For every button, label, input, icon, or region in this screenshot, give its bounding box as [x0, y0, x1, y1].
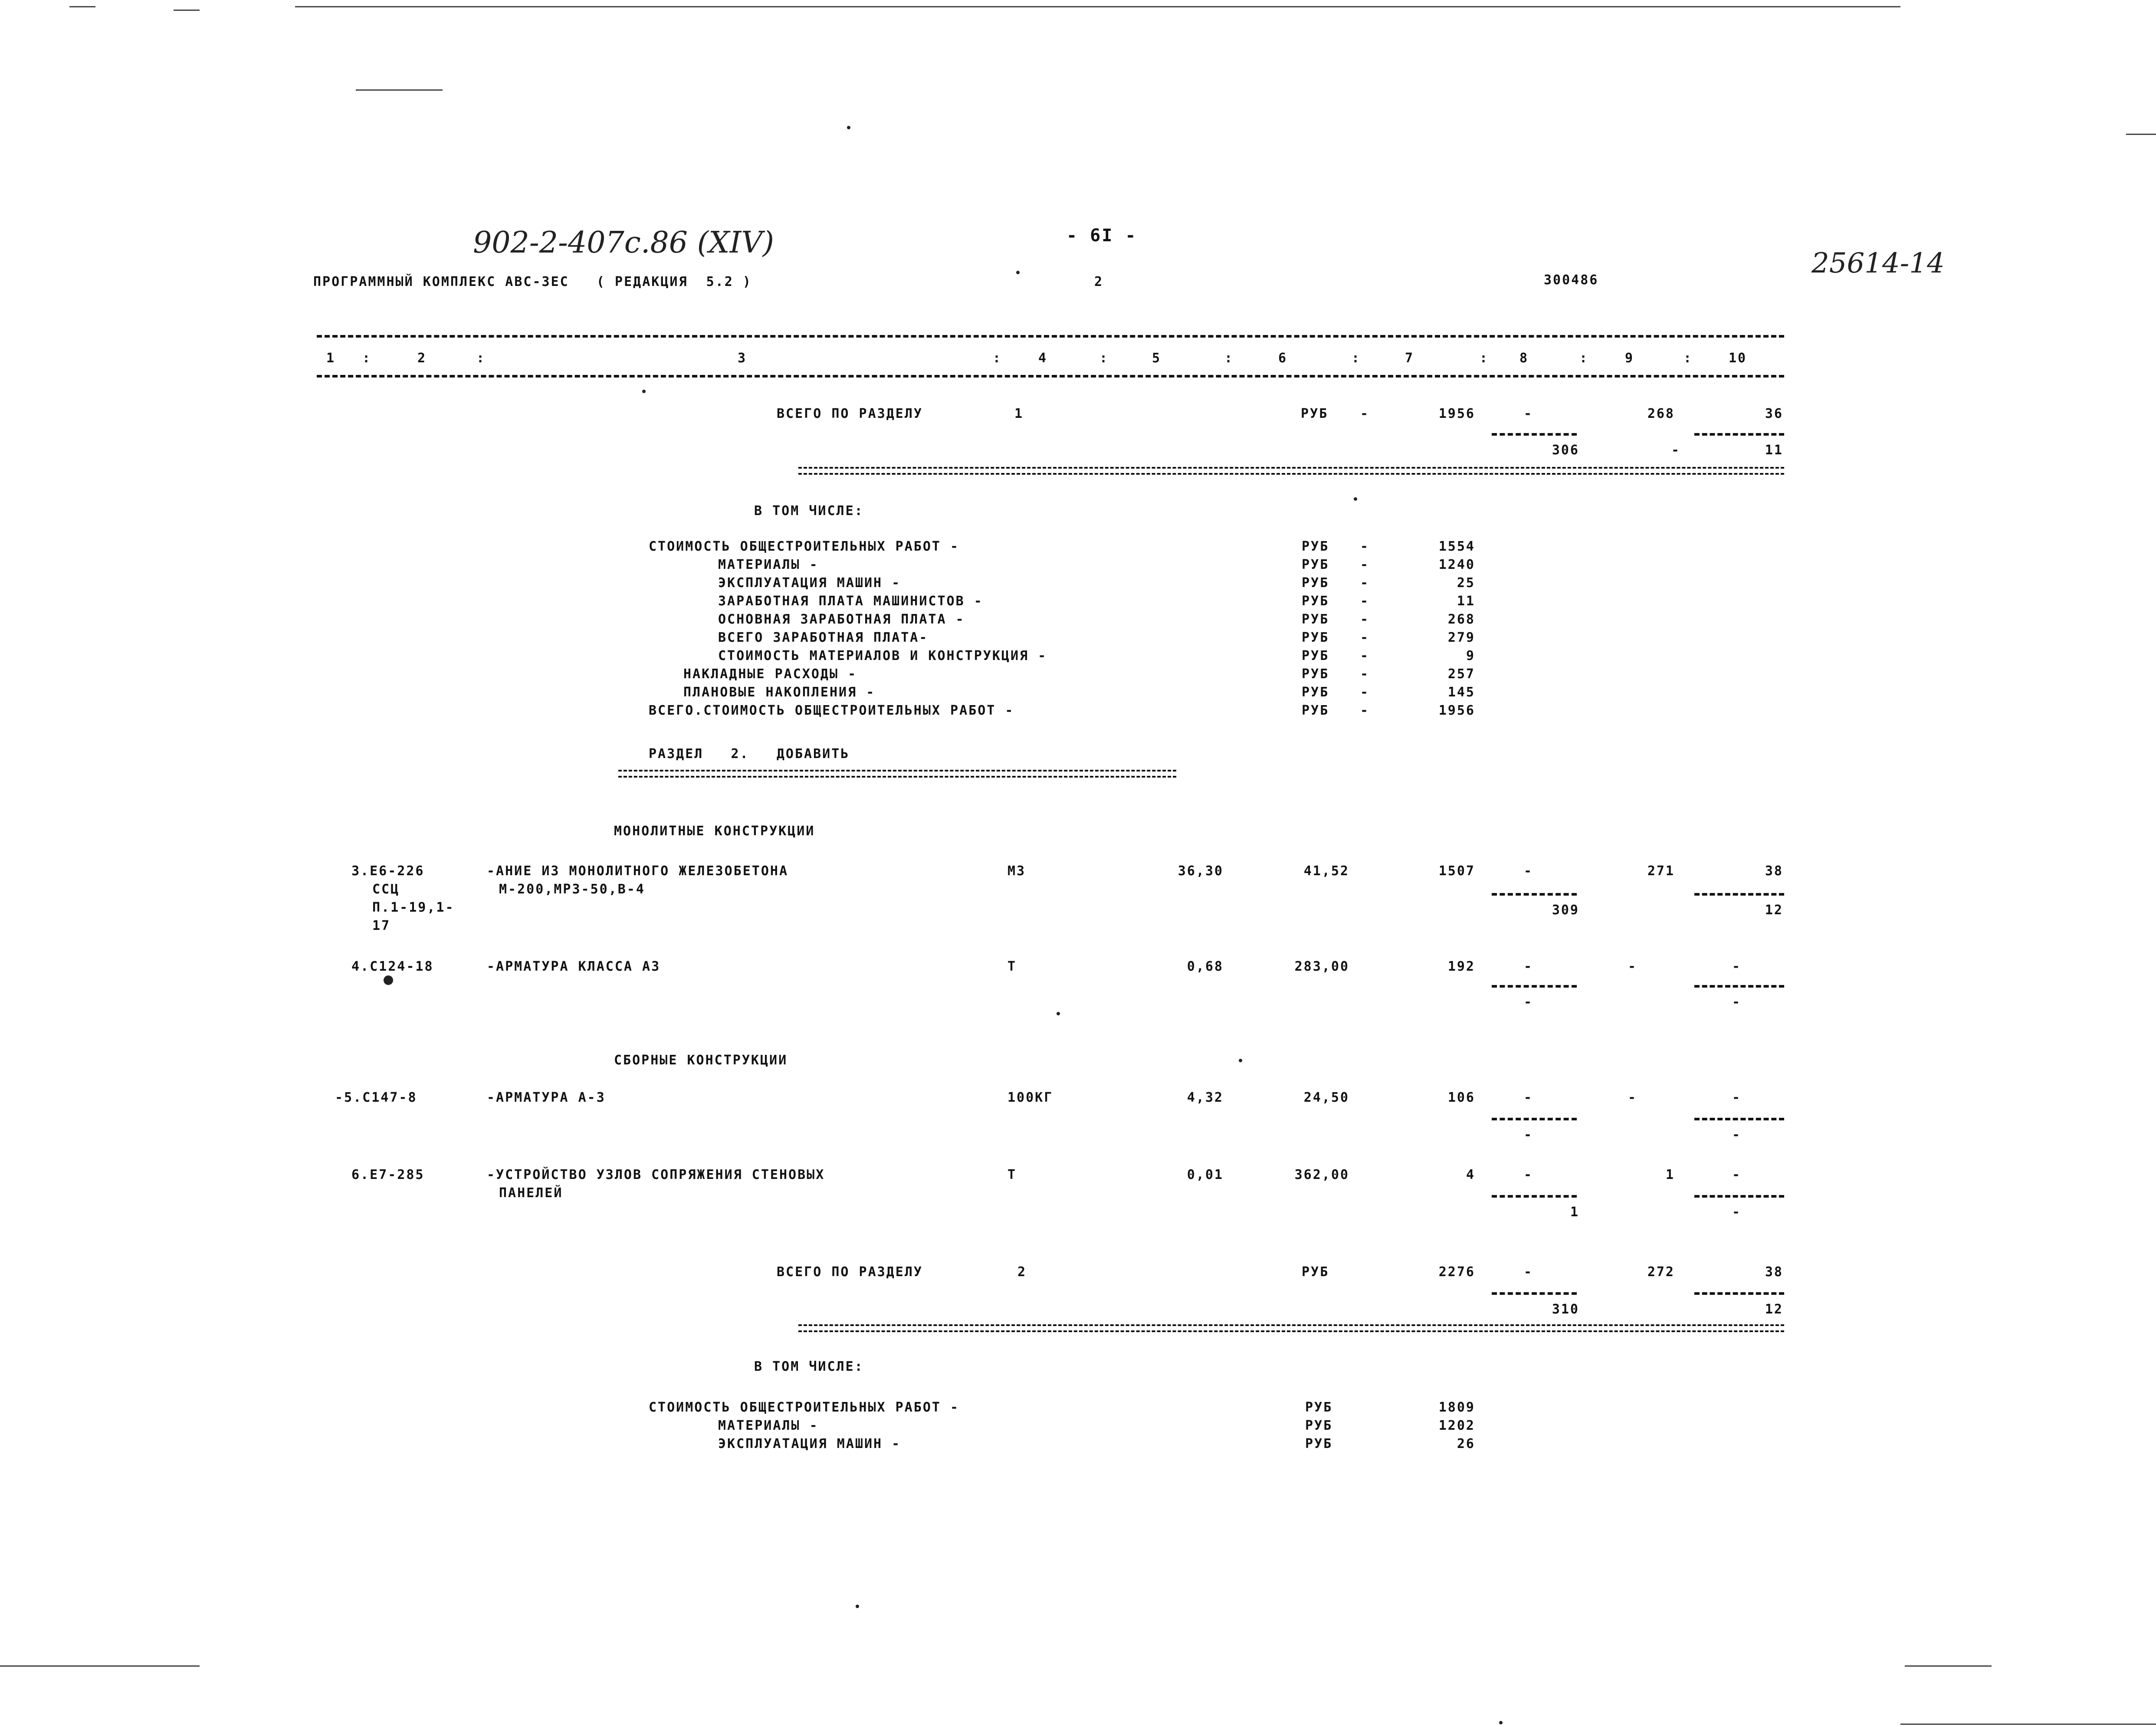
program-title: ПРОГРАММНЫЙ КОМПЛЕКС АВС-3ЕС ( РЕДАКЦИЯ 5.2 ): [313, 274, 752, 289]
column-separators: :: [1480, 351, 1489, 366]
breakdown-label: ОСНОВНАЯ ЗАРАБОТНАЯ ПЛАТА -: [718, 612, 965, 627]
column-header-9: 9: [1625, 351, 1634, 366]
section2-total-col8-bottom: 310: [1552, 1302, 1579, 1317]
row4-col8-bottom: -: [1524, 995, 1533, 1010]
document-code: 300486: [1544, 273, 1599, 288]
breakdown-label: МАТЕРИАЛЫ -: [718, 557, 819, 572]
breakdown-value: 1554: [1438, 539, 1475, 554]
row5-quantity: 4,32: [1187, 1090, 1224, 1105]
section2-col10-rule: [1694, 1292, 1784, 1295]
breakdown-value: 1202: [1438, 1418, 1475, 1433]
section2-total-col10-bottom: 12: [1765, 1302, 1783, 1317]
scan-speck: [1354, 497, 1357, 501]
section1-total-col10-top: 36: [1765, 406, 1783, 421]
row3-code: ССЦ: [372, 882, 400, 897]
row6-col8-top: -: [1524, 1167, 1533, 1182]
row5-description: -АРМАТУРА А-3: [487, 1090, 606, 1105]
breakdown-value: 11: [1457, 594, 1475, 609]
scan-edge-top: [295, 6, 1900, 7]
column-separators: :: [362, 351, 372, 366]
row3-col10-top: 38: [1765, 864, 1783, 879]
breakdown-value: 26: [1457, 1436, 1475, 1451]
row6-col10-top: -: [1732, 1167, 1742, 1182]
row5-col8-top: -: [1524, 1090, 1533, 1105]
breakdown-label: СТОИМОСТЬ ОБЩЕСТРОИТЕЛЬНЫХ РАБОТ -: [649, 539, 960, 554]
breakdown-value: 279: [1447, 630, 1475, 645]
breakdown-unit: РУБ: [1302, 667, 1329, 682]
row5-col9: -: [1628, 1090, 1638, 1105]
breakdown-value: 257: [1447, 667, 1475, 682]
section1-total-dash: -: [1360, 406, 1370, 421]
row3-col10-bottom: 12: [1765, 903, 1783, 918]
section1-col8-rule: [1492, 433, 1577, 436]
row3-price: 41,52: [1303, 864, 1349, 879]
row3-code: 17: [372, 918, 391, 933]
breakdown-unit: РУБ: [1302, 630, 1329, 645]
breakdown-unit: РУБ: [1302, 612, 1329, 627]
section1-total-col8-top: -: [1524, 406, 1533, 421]
section2-title: РАЗДЕЛ 2. ДОБАВИТЬ: [649, 746, 850, 762]
row3-code: 3.Е6-226: [351, 864, 425, 879]
breakdown-dash: -: [1360, 685, 1370, 700]
breakdown-dash: -: [1360, 703, 1370, 718]
section2-breakdown-title: В ТОМ ЧИСЛЕ:: [754, 1359, 864, 1374]
section1-total-col10-bottom: 11: [1765, 443, 1783, 458]
breakdown-unit: РУБ: [1302, 648, 1329, 663]
sheet-number: 2: [1094, 274, 1104, 289]
section2-total-col7: 2276: [1438, 1264, 1475, 1280]
breakdown-value: 268: [1447, 612, 1475, 627]
breakdown-dash: -: [1360, 612, 1370, 627]
row4-col8-rule: [1492, 985, 1577, 988]
row3-description: -АНИЕ ИЗ МОНОЛИТНОГО ЖЕЛЕЗОБЕТОНА: [487, 864, 789, 879]
section1-breakdown-title: В ТОМ ЧИСЛЕ:: [754, 503, 864, 519]
section2-total-unit: РУБ: [1302, 1264, 1329, 1280]
group-prefab: СБОРНЫЕ КОНСТРУКЦИИ: [614, 1053, 788, 1068]
breakdown-dash: -: [1360, 630, 1370, 645]
breakdown-unit: РУБ: [1302, 685, 1329, 700]
breakdown-unit: РУБ: [1305, 1400, 1333, 1415]
row4-col10-bottom: -: [1732, 995, 1742, 1010]
row3-quantity: 36,30: [1178, 864, 1224, 879]
column-header-1: 1: [326, 351, 336, 366]
row3-col10-rule: [1694, 893, 1784, 896]
breakdown-label: ВСЕГО ЗАРАБОТНАЯ ПЛАТА-: [718, 630, 929, 645]
row4-code: 4.С124-18: [351, 959, 434, 974]
row6-price: 362,00: [1294, 1167, 1349, 1182]
row6-col8-rule: [1492, 1195, 1577, 1198]
column-header-6: 6: [1278, 351, 1288, 366]
row3-cost: 1507: [1438, 864, 1475, 879]
row3-code: П.1-19,1-: [372, 900, 455, 915]
section2-total-col9: 272: [1647, 1264, 1675, 1280]
row3-unit: М3: [1007, 864, 1026, 879]
row6-cost: 4: [1466, 1167, 1475, 1182]
section1-total-number: 1: [1014, 406, 1024, 421]
breakdown-value: 1809: [1438, 1400, 1475, 1415]
column-header-2: 2: [417, 351, 427, 366]
group-monolithic: МОНОЛИТНЫЕ КОНСТРУКЦИИ: [614, 824, 815, 839]
section2-total-rule: [798, 1324, 1784, 1332]
section1-total-unit: РУБ: [1301, 406, 1329, 421]
row5-cost: 106: [1447, 1090, 1475, 1105]
column-header-8: 8: [1519, 351, 1529, 366]
scan-speck: [1057, 1012, 1060, 1015]
page-number: - 6I -: [1067, 226, 1137, 246]
column-separators: :: [1683, 351, 1693, 366]
breakdown-value: 1956: [1438, 703, 1475, 718]
breakdown-label: ВСЕГО.СТОИМОСТЬ ОБЩЕСТРОИТЕЛЬНЫХ РАБОТ -: [649, 703, 1014, 718]
row3-col9: 271: [1647, 864, 1675, 879]
column-header-10: 10: [1729, 351, 1747, 366]
row3-col8-bottom: 309: [1552, 903, 1579, 918]
column-header-7: 7: [1405, 351, 1414, 366]
row5-col10-top: -: [1732, 1090, 1742, 1105]
row6-unit: Т: [1007, 1167, 1017, 1182]
row6-code: 6.Е7-285: [351, 1167, 425, 1182]
row4-unit: Т: [1007, 959, 1017, 974]
column-separators: :: [476, 351, 486, 366]
breakdown-unit: РУБ: [1302, 703, 1329, 718]
header-rule-top: [317, 335, 1784, 338]
section2-total-label: ВСЕГО ПО РАЗДЕЛУ: [777, 1264, 923, 1280]
breakdown-unit: РУБ: [1302, 575, 1329, 591]
breakdown-dash: -: [1360, 557, 1370, 572]
breakdown-unit: РУБ: [1302, 539, 1329, 554]
row5-price: 24,50: [1303, 1090, 1349, 1105]
column-header-4: 4: [1038, 351, 1048, 366]
row4-col10-rule: [1694, 985, 1784, 988]
header-rule-bottom: [317, 375, 1784, 378]
scan-edge-bottom-right-2: [1900, 1724, 2156, 1725]
row4-cost: 192: [1447, 959, 1475, 974]
section2-total-col10-top: 38: [1765, 1264, 1783, 1280]
section2-total-number: 2: [1017, 1264, 1027, 1280]
column-separators: :: [993, 351, 1002, 366]
breakdown-unit: РУБ: [1302, 594, 1329, 609]
breakdown-value: 9: [1466, 648, 1475, 663]
row6-col8-bottom: 1: [1570, 1205, 1579, 1220]
breakdown-label: ЭКСПЛУАТАЦИЯ МАШИН -: [718, 575, 901, 591]
breakdown-label: НАКЛАДНЫЕ РАСХОДЫ -: [683, 667, 857, 682]
scan-speck: [856, 1605, 859, 1608]
breakdown-label: СТОИМОСТЬ ОБЩЕСТРОИТЕЛЬНЫХ РАБОТ -: [649, 1400, 960, 1415]
column-separators: :: [1224, 351, 1234, 366]
section1-total-label: ВСЕГО ПО РАЗДЕЛУ: [777, 406, 923, 421]
scan-edge-right: [2126, 134, 2156, 135]
section1-total-col8-bottom: 306: [1552, 443, 1579, 458]
scan-speck: [1016, 271, 1020, 274]
row3-col8-top: -: [1524, 864, 1533, 879]
ink-dot: [384, 975, 393, 985]
section2-col8-rule: [1492, 1292, 1577, 1295]
scan-edge-top-left: [69, 6, 95, 7]
row3-col8-rule: [1492, 893, 1577, 896]
column-header-5: 5: [1152, 351, 1162, 366]
row3-description: М-200,МРЗ-50,В-4: [499, 882, 645, 897]
row6-col9: 1: [1665, 1167, 1675, 1182]
scan-edge-top-left-2: [174, 10, 200, 11]
scan-edge-bottom-left: [0, 1665, 200, 1667]
section1-col10-rule: [1694, 433, 1784, 436]
section2-title-underline: [618, 770, 1176, 778]
row4-col9: -: [1628, 959, 1638, 974]
row6-col10-bottom: -: [1732, 1205, 1742, 1220]
handwritten-archive-number: 25614-14: [1811, 247, 1945, 279]
column-separators: :: [1099, 351, 1109, 366]
scan-edge-bottom-right: [1905, 1665, 1992, 1667]
column-separators: :: [1579, 351, 1589, 366]
row5-col8-bottom: -: [1524, 1127, 1533, 1143]
breakdown-label: ПЛАНОВЫЕ НАКОПЛЕНИЯ -: [683, 685, 876, 700]
breakdown-dash: -: [1360, 667, 1370, 682]
scan-speck: [642, 390, 646, 393]
row6-col10-rule: [1694, 1195, 1784, 1198]
handwritten-doc-number: 902-2-407с.86 (XIV): [473, 226, 774, 260]
breakdown-dash: -: [1360, 594, 1370, 609]
row4-col10-top: -: [1732, 959, 1742, 974]
breakdown-label: СТОИМОСТЬ МАТЕРИАЛОВ И КОНСТРУКЦИЯ -: [718, 648, 1047, 663]
row4-quantity: 0,68: [1187, 959, 1224, 974]
breakdown-value: 1240: [1438, 557, 1475, 572]
section1-total-rule: [798, 467, 1784, 475]
row6-quantity: 0,01: [1187, 1167, 1224, 1182]
section1-total-col7: 1956: [1438, 406, 1475, 421]
scan-speck: [1499, 1721, 1503, 1724]
breakdown-dash: -: [1360, 575, 1370, 591]
section1-total-col9-bottom: -: [1671, 443, 1681, 458]
row6-description: -УСТРОЙСТВО УЗЛОВ СОПРЯЖЕНИЯ СТЕНОВЫХ: [487, 1167, 825, 1182]
row6-description: ПАНЕЛЕЙ: [499, 1185, 563, 1201]
breakdown-value: 25: [1457, 575, 1475, 591]
row5-col10-bottom: -: [1732, 1127, 1742, 1143]
scan-speck: [1239, 1059, 1242, 1062]
section2-total-col8-top: -: [1524, 1264, 1533, 1280]
row4-price: 283,00: [1294, 959, 1349, 974]
breakdown-unit: РУБ: [1302, 557, 1329, 572]
row5-col8-rule: [1492, 1118, 1577, 1120]
scan-edge-top-mark: [356, 89, 443, 91]
breakdown-unit: РУБ: [1305, 1436, 1333, 1451]
row5-code: -5.С147-8: [335, 1090, 417, 1105]
row4-col8-top: -: [1524, 959, 1533, 974]
breakdown-unit: РУБ: [1305, 1418, 1333, 1433]
breakdown-label: ЗАРАБОТНАЯ ПЛАТА МАШИНИСТОВ -: [718, 594, 983, 609]
section1-total-col9: 268: [1647, 406, 1675, 421]
breakdown-value: 145: [1447, 685, 1475, 700]
breakdown-label: МАТЕРИАЛЫ -: [718, 1418, 819, 1433]
row4-description: -АРМАТУРА КЛАССА А3: [487, 959, 661, 974]
scan-speck: [847, 126, 850, 129]
row5-unit: 100КГ: [1007, 1090, 1053, 1105]
column-separators: :: [1352, 351, 1361, 366]
breakdown-dash: -: [1360, 648, 1370, 663]
breakdown-label: ЭКСПЛУАТАЦИЯ МАШИН -: [718, 1436, 901, 1451]
row5-col10-rule: [1694, 1118, 1784, 1120]
breakdown-dash: -: [1360, 539, 1370, 554]
column-header-3: 3: [738, 351, 747, 366]
